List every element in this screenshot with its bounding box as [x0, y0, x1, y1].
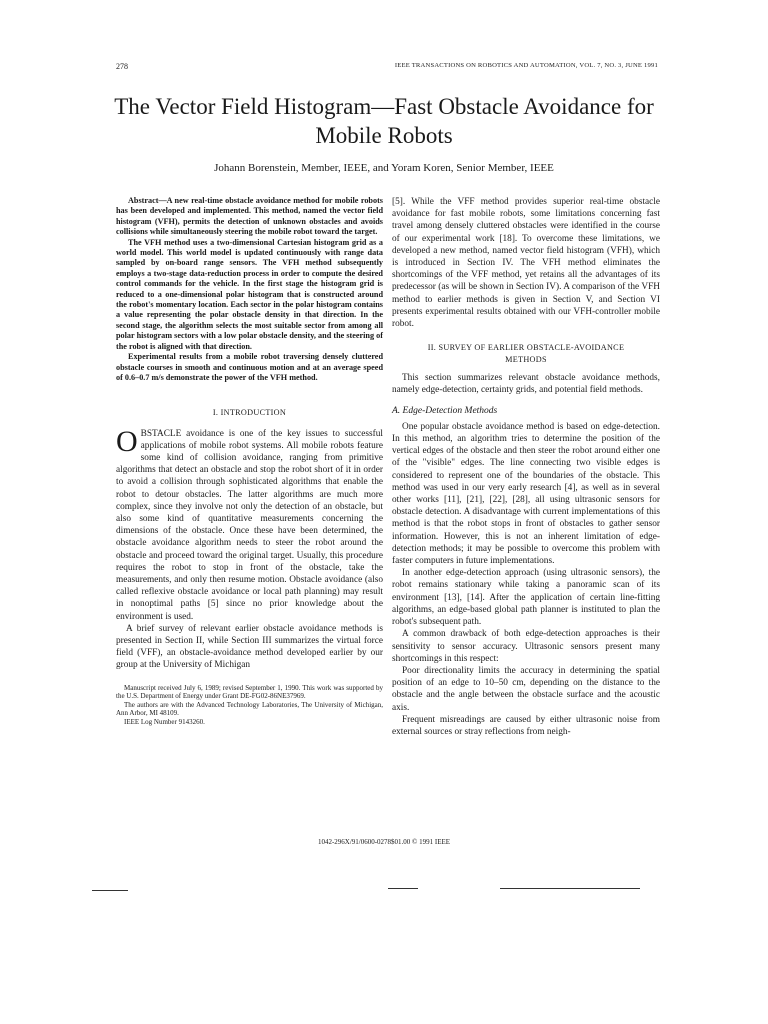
page-number: 278 — [116, 62, 128, 71]
scan-mark — [388, 888, 418, 889]
abstract-paragraph: Abstract—A new real-time obstacle avoidance method for mobile robots has been developed and implemented. This method, named the vector field histogram (VFH), permits the detection of unknown obstacles and avoids collisions while simultaneously steering the mobile robot toward the target. — [116, 196, 383, 237]
copyright-line: 1042-296X/91/0600-0278$01.00 © 1991 IEEE — [317, 838, 451, 846]
scan-mark — [92, 890, 128, 891]
body-paragraph: One popular obstacle avoidance method is based on edge-detection. In this method, an algorithm tries to determine the position of the vertical edges of the obstacle and then steer the robot around either one of the "visible" edges. The line connecting two visible edges is considered to represent one of the boundaries of the obstacle. This method was used in our very early research [4], as well as in several other works [11], [21], [22], [28], all using ultrasonic sensors for obstacle detection. A disadvantage with current implementations of this method is that the robot stops in front of obstacles to gather sensor information. However, this is not an inherent limitation of edge-detection methods; it may be possible to overcome this problem with faster computers in future implementations. — [392, 421, 660, 567]
section-heading-introduction: I. INTRODUCTION — [212, 408, 287, 418]
left-column — [116, 196, 383, 727]
continuation-paragraph: [5]. While the VFF method provides superior real-time obstacle avoidance for fast mobile robots, some limitations concerning fast travel among densely cluttered obstacles were identified in the course of our experimental work [18]. To overcome these limitations, we developed a new method, named vector field histogram (VFH), which is introduced in Section IV. The VFH method eliminates the shortcomings of the VFF method, yet retains all the advantages of its predecessor (as will be shown in Section IV). A comparison of the VFH method to earlier methods is given in Section V, and Section VI presents experimental results obtained with our VFH-controller mobile robot. — [392, 197, 660, 330]
right-column — [392, 196, 660, 738]
intro-paragraph: A brief survey of relevant earlier obstacle avoidance methods is presented in Section II, while Section III summarizes the virtual force field (VFF), an obstacle-avoidance method developed earlier by our group at the University of Michigan — [116, 623, 383, 671]
drop-cap: O — [116, 424, 138, 458]
body-paragraph: A common drawback of both edge-detection approaches is their sensitivity to sensor accuracy. Ultrasonic sensors present many shortcomings in this respect: — [392, 629, 660, 664]
intro-text: BSTACLE avoidance is one of the key issues to successful applications of mobile robot systems. All mobile robots feature some kind of collision avoidance, ranging from primitive algorithms that detect an obstacle and stop the robot short of it in order to avoid a collision through sophisticated algorithms that enable the robot to detour obstacles. The latter algorithms are much more complex, since they involve not only the detection of an obstacle, but also some kind of quantitative measurements concerning the dimensions of the obstacle. Once these have been determined, the obstacle avoidance algorithm needs to steer the robot around the obstacle and proceed toward the original target. Usually, this procedure requires the robot to stop in front of the obstacle, take the measurements, and only then resume motion. Obstacle avoidance (also called reflexive obstacle avoidance or local path planning) may result in nonoptimal paths [5] since no prior knowledge about the environment is used. — [116, 428, 383, 622]
subsection-heading-edge-detection: A. Edge-Detection Methods — [392, 405, 498, 416]
survey-intro-paragraph: This section summarizes relevant obstacle avoidance methods, namely edge-detection, certainty grids, and potential field methods. — [392, 373, 660, 396]
abstract — [116, 196, 383, 383]
journal-header: IEEE TRANSACTIONS ON ROBOTICS AND AUTOMATION, VOL. 7, NO. 3, JUNE 1991 — [394, 62, 658, 69]
abstract-paragraph: The VFH method uses a two-dimensional Cartesian histogram grid as a world model. This world model is updated continuously with range data sampled by on-board range sensors. The VFH method subsequently employs a two-stage data-reduction process in order to compute the desired control commands for the vehicle. In the first stage the histogram grid is reduced to a one-dimensional polar histogram that is constructed around the robot's momentary location. Each sector in the polar histogram contains a value representing the polar obstacle density in that direction. In the second stage, the algorithm selects the most suitable sector from among all polar histogram sectors with a low polar obstacle density, and the steering of the robot is aligned with that direction. — [116, 237, 383, 351]
footnote — [116, 684, 383, 727]
body-paragraph: Poor directionality limits the accuracy in determining the spatial position of an edge to 10–50 cm, depending on the distance to the obstacle and the angle between the obstacle surface and the acoustic axis. — [392, 665, 660, 713]
footnote-line: IEEE Log Number 9143260. — [124, 717, 205, 726]
footnote-line: The authors are with the Advanced Technology Laboratories, The University of Michigan, Ann Arbor, MI 48109. — [116, 700, 383, 718]
author-line: Johann Borenstein, Member, IEEE, and Yoram Koren, Senior Member, IEEE — [214, 162, 554, 174]
scan-mark — [500, 888, 640, 889]
body-paragraph: Frequent misreadings are caused by either ultrasonic noise from external sources or stray reflections from neigh- — [392, 714, 660, 737]
body-paragraph: In another edge-detection approach (using ultrasonic sensors), the robot remains stationary while taking a panoramic scan of its environment [13], [14]. After the application of certain line-fitting algorithms, an edge-based global path planner is instituted to plan the robot's subsequent path. — [392, 568, 660, 628]
paper-title: The Vector Field Histogram—Fast Obstacle Avoidance for Mobile Robots — [114, 94, 654, 148]
section-heading-survey — [392, 342, 660, 366]
intro-paragraph — [116, 424, 383, 623]
footnote-line: Manuscript received July 6, 1989; revised September 1, 1990. This work was supported by the U.S. Department of Energy under Grant DE-FG02-86NE37969. — [116, 683, 383, 701]
section-heading-line: II. SURVEY OF EARLIER OBSTACLE-AVOIDANCE — [427, 343, 625, 353]
section-heading-line: METHODS — [505, 355, 547, 365]
abstract-paragraph: Experimental results from a mobile robot traversing densely cluttered obstacle courses in smooth and continuous motion and at an average speed of 0.6–0.7 m/s demonstrate the power of the VFH method. — [116, 352, 383, 382]
